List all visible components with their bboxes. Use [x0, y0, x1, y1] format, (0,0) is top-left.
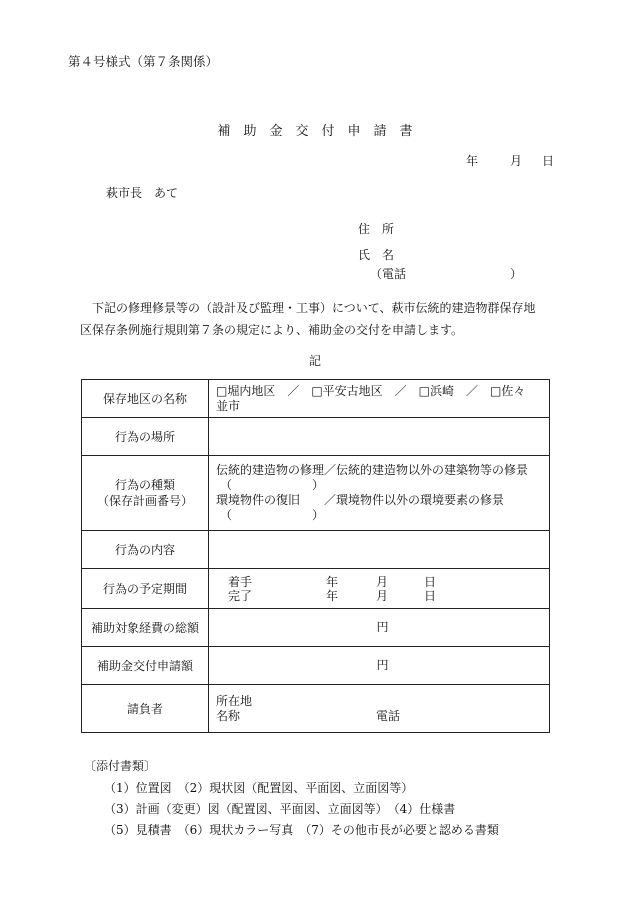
end-year: 年	[326, 588, 339, 603]
period-label: 行為の予定期間	[82, 569, 209, 609]
type-line-1: 伝統的建造物の修理／伝統的建造物以外の建築物等の修景	[216, 463, 529, 477]
phone-open: （電話	[370, 267, 407, 281]
period-start	[216, 575, 549, 589]
type-label-2: （保存計画番号）	[96, 494, 193, 508]
period-field[interactable]	[209, 569, 550, 609]
type-label-1: 行為の種類	[114, 478, 175, 492]
contractor-label: 請負者	[82, 685, 209, 733]
total-cost-label: 補助対象経費の総額	[82, 609, 209, 647]
recipient: 萩市長 あて	[106, 186, 179, 200]
start-month: 月	[376, 574, 389, 589]
type-paren-2	[216, 508, 549, 523]
table-row	[82, 456, 550, 531]
body-line-2: 区保存条例施行規則第７条の規定により、補助金の交付を申請します。	[80, 323, 464, 337]
application-table	[81, 379, 550, 733]
period-end	[216, 589, 549, 603]
name-label: 氏 名	[358, 248, 395, 262]
total-cost-unit: 円	[376, 620, 389, 634]
date-year: 年	[466, 154, 479, 168]
date-day: 日	[542, 154, 555, 168]
table-row	[82, 685, 550, 733]
document-title: 補 助 金 交 付 申 請 書	[217, 124, 413, 139]
district-options-line1: □堀内地区 ／ □平安古地区 ／ □浜崎 ／ □佐々	[216, 383, 526, 398]
type-paren-1	[216, 478, 549, 493]
table-row	[82, 531, 550, 569]
table-row	[82, 380, 550, 418]
address-label: 住 所	[358, 222, 395, 236]
subsidy-amount-unit: 円	[376, 658, 389, 672]
content-field[interactable]	[209, 531, 550, 569]
contractor-phone: 電話	[376, 708, 401, 723]
table-row	[82, 647, 550, 685]
type-label	[82, 456, 209, 531]
subsidy-amount-field[interactable]	[209, 647, 550, 685]
start-day: 日	[424, 574, 437, 589]
content-label: 行為の内容	[82, 531, 209, 569]
end-month: 月	[376, 588, 389, 603]
type-field[interactable]	[209, 456, 550, 531]
subsidy-amount-label: 補助金交付申請額	[82, 647, 209, 685]
contractor-address: 所在地	[216, 693, 253, 708]
contractor-field[interactable]	[209, 685, 550, 733]
type-paren-1-close: ）	[312, 478, 325, 492]
body-line-1: 下記の修理修景等の（設計及び監理・工事）について、萩市伝統的建造物群保存地	[92, 301, 536, 315]
attachment-line-2: （3）計画（変更）図（配置図、平面図、立面図等） （4）仕様書	[104, 802, 456, 816]
total-cost-field[interactable]	[209, 609, 550, 647]
end-label: 完了	[228, 588, 253, 603]
district-options[interactable]	[209, 380, 550, 418]
attachments-heading: 〔添付書類〕	[84, 759, 157, 773]
contractor-name-row	[216, 709, 549, 724]
end-day: 日	[424, 588, 437, 603]
type-line-3: 環境物件の復旧 ／環境物件以外の環境要素の修景	[216, 493, 505, 507]
table-row	[82, 418, 550, 456]
contractor-name: 名称	[216, 708, 241, 723]
phone-close: ）	[510, 267, 523, 281]
table-row	[82, 569, 550, 609]
start-label: 着手	[228, 574, 253, 589]
district-label: 保存地区の名称	[82, 380, 209, 418]
phone-line	[370, 265, 523, 282]
attachment-line-1: （1）位置図 （2）現状図（配置図、平面図、立面図等）	[104, 781, 414, 795]
type-paren-2-close: ）	[312, 508, 325, 522]
date-month: 月	[510, 154, 523, 168]
body-text	[80, 297, 560, 341]
attachment-line-3: （5）見積書 （6）現状カラー写真 （7）その他市長が必要と認める書類	[104, 823, 499, 837]
start-year: 年	[326, 574, 339, 589]
type-paren-2-open: （	[220, 508, 233, 522]
ki-heading: 記	[308, 354, 321, 368]
location-field[interactable]	[209, 418, 550, 456]
type-paren-1-open: （	[220, 478, 233, 492]
district-options-line2: 並市	[216, 398, 241, 413]
table-row	[82, 609, 550, 647]
location-label: 行為の場所	[82, 418, 209, 456]
form-number: 第４号様式（第７条関係）	[68, 54, 219, 69]
